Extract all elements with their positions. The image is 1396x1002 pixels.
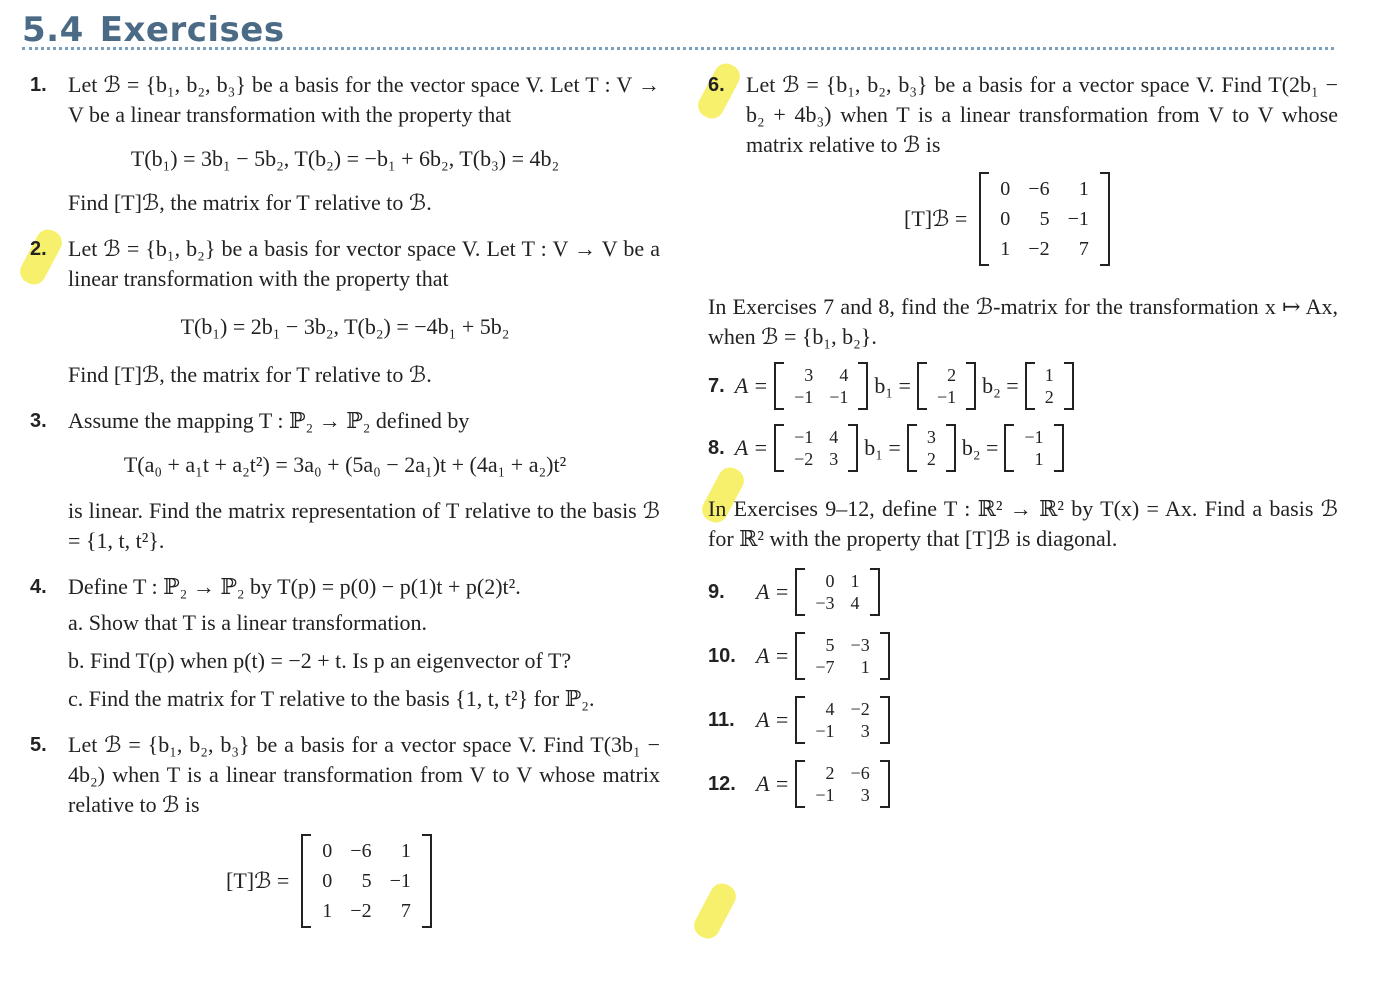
label-A: A = bbox=[734, 373, 769, 398]
matrix-row bbox=[786, 386, 856, 408]
matrix-cell: 0 bbox=[322, 870, 333, 892]
matrix-row bbox=[1037, 364, 1062, 386]
matrix-row bbox=[807, 592, 867, 614]
matrix-lhs: [T]ℬ = bbox=[226, 868, 290, 893]
matrix-cell: −3 bbox=[815, 593, 835, 613]
exercise-number: 9. bbox=[708, 581, 725, 603]
matrix-row bbox=[807, 656, 877, 678]
vector-b1 bbox=[917, 362, 976, 410]
matrix-cell: 0 bbox=[322, 840, 333, 862]
exercise-text: Define T : ℙ₂ → ℙ₂ by T(p) = p(0) − p(1)t + p(2)t². bbox=[68, 574, 521, 599]
matrix-cell: 5 bbox=[1039, 208, 1050, 230]
vector-b2 bbox=[1025, 362, 1074, 410]
matrix-lhs: [T]ℬ = bbox=[904, 206, 968, 231]
matrix-cell: −1 bbox=[815, 785, 835, 805]
exercise-equation: T(a₀ + a₁t + a₂t²) = 3a₀ + (5a₀ − 2a₁)t + (4a₁ + a₂)t² bbox=[123, 452, 567, 477]
label-A: A = bbox=[756, 579, 790, 604]
matrix-row bbox=[991, 204, 1098, 234]
matrix-cell: −6 bbox=[350, 840, 372, 862]
matrix-cell: 4 bbox=[829, 427, 839, 447]
matrix-row bbox=[807, 784, 877, 806]
exercise-5 bbox=[30, 730, 660, 928]
exercise-12 bbox=[708, 760, 1338, 808]
matrix-cell: 3 bbox=[804, 365, 814, 385]
exercise-find: Find [T]ℬ, the matrix for T relative to ℬ. bbox=[68, 190, 432, 215]
exercise-text: Let ℬ = {b₁, b₂, b₃} be a basis for a vector space V. Find T(2b₁ − b₂ + 4b₃) when T is a linear transformation from V to V whose matrix relative to ℬ is bbox=[746, 72, 1338, 157]
matrix-row bbox=[807, 570, 867, 592]
exercise-number: 3. bbox=[30, 410, 47, 432]
matrix-row bbox=[991, 234, 1098, 264]
exercise-7 bbox=[708, 362, 1338, 410]
matrix-cell: 3 bbox=[860, 721, 870, 741]
exercise-number: 7. bbox=[708, 375, 725, 397]
matrix-cell: 7 bbox=[400, 900, 411, 922]
vector-b1 bbox=[907, 424, 956, 472]
matrix-cell: 2 bbox=[947, 365, 957, 385]
exercise-text: Assume the mapping T : ℙ₂ → ℙ₂ defined by bbox=[68, 408, 470, 433]
matrix-cell: 0 bbox=[1000, 178, 1011, 200]
exercise-number: 1. bbox=[30, 74, 47, 96]
matrix-cell: −2 bbox=[850, 699, 870, 719]
matrix-cell: 5 bbox=[361, 870, 372, 892]
exercise-10 bbox=[708, 632, 1338, 680]
exercise-text-after: is linear. Find the matrix representation of T relative to the basis ℬ = {1, t, t²}. bbox=[68, 498, 660, 553]
instructions-9-12: In Exercises 9–12, define T : ℝ² → ℝ² by T(x) = Ax. Find a basis ℬ for ℝ² with the property that [T]ℬ is diagonal. bbox=[708, 496, 1338, 551]
exercise-number: 11. bbox=[708, 709, 735, 731]
section-number: 5.4 bbox=[22, 10, 84, 50]
matrix-cell: −7 bbox=[815, 657, 835, 677]
instructions-7-8: In Exercises 7 and 8, find the ℬ-matrix for the transformation x ↦ Ax, when ℬ = {b₁, b₂}. bbox=[708, 294, 1338, 349]
exercise-1 bbox=[30, 70, 660, 218]
matrix-A bbox=[795, 632, 889, 680]
matrix-cell: −1 bbox=[936, 387, 957, 407]
label-A: A = bbox=[734, 435, 769, 460]
matrix-cell: 1 bbox=[1034, 449, 1044, 469]
matrix-row bbox=[929, 364, 964, 386]
matrix-row bbox=[786, 364, 856, 386]
exercise-text: Let ℬ = {b₁, b₂, b₃} be a basis for a vector space V. Find T(3b₁ − 4b₂) when T is a linear transformation from V to V whose matrix relative to ℬ is bbox=[68, 732, 660, 817]
exercise-text: Let ℬ = {b₁, b₂} be a basis for vector space V. Let T : V → V be a linear transformation with the property that bbox=[68, 236, 660, 291]
matrix-row bbox=[807, 762, 877, 784]
matrix-cell: −2 bbox=[350, 900, 372, 922]
matrix-cell: −3 bbox=[850, 635, 870, 655]
vector-b2 bbox=[1004, 424, 1063, 472]
matrix-row bbox=[1016, 426, 1051, 448]
matrix-cell: −1 bbox=[389, 870, 411, 892]
matrix-A bbox=[774, 424, 858, 472]
matrix-row bbox=[991, 174, 1098, 204]
matrix-T bbox=[301, 834, 432, 928]
matrix-cell: 0 bbox=[1000, 208, 1011, 230]
label-A: A = bbox=[756, 643, 790, 668]
matrix-cell: 3 bbox=[926, 427, 936, 447]
matrix-cell: 4 bbox=[839, 365, 849, 385]
matrix-cell: 1 bbox=[322, 900, 333, 922]
matrix-cell: 1 bbox=[1044, 365, 1054, 385]
matrix-row bbox=[1016, 448, 1051, 470]
matrix-cell: 4 bbox=[825, 699, 835, 719]
label-b2: b₂ = bbox=[961, 435, 999, 460]
section-title bbox=[22, 10, 285, 50]
matrix-A bbox=[774, 362, 868, 410]
exercise-number: 10. bbox=[708, 645, 736, 667]
matrix-cell: 5 bbox=[825, 635, 835, 655]
exercise-11 bbox=[708, 696, 1338, 744]
matrix-row bbox=[807, 720, 877, 742]
matrix-cell: −1 bbox=[1067, 208, 1089, 230]
matrix-cell: 7 bbox=[1078, 238, 1089, 260]
matrix-cell: 2 bbox=[825, 763, 835, 783]
left-column bbox=[30, 70, 660, 928]
matrix-cell: −1 bbox=[829, 387, 849, 407]
matrix-cell: 3 bbox=[829, 449, 839, 469]
matrix-row bbox=[929, 386, 964, 408]
label-A: A = bbox=[756, 707, 790, 732]
matrix-equation bbox=[904, 172, 1338, 266]
matrix-row bbox=[807, 634, 877, 656]
label-A: A = bbox=[756, 771, 790, 796]
exercise-number: 8. bbox=[708, 437, 725, 459]
exercise-6 bbox=[708, 70, 1338, 266]
exercise-number: 6. bbox=[708, 74, 725, 96]
label-b1: b₁ = bbox=[874, 373, 911, 398]
exercise-part-c: c. Find the matrix for T relative to the basis {1, t, t²} for ℙ₂. bbox=[68, 686, 595, 711]
exercise-equation: T(b₁) = 2b₁ − 3b₂, T(b₂) = −4b₁ + 5b₂ bbox=[180, 314, 510, 339]
matrix-cell: 1 bbox=[1000, 238, 1011, 260]
matrix-cell: 4 bbox=[850, 593, 860, 613]
exercise-3 bbox=[30, 406, 660, 556]
right-column bbox=[708, 70, 1338, 808]
matrix-cell: 1 bbox=[850, 571, 860, 591]
matrix-cell: 2 bbox=[1044, 387, 1054, 407]
matrix-cell: 1 bbox=[1078, 178, 1089, 200]
exercise-8 bbox=[708, 424, 1338, 472]
matrix-equation bbox=[226, 834, 660, 928]
matrix-cell: −2 bbox=[794, 449, 814, 469]
matrix-row bbox=[1037, 386, 1062, 408]
matrix-A bbox=[795, 568, 879, 616]
matrix-cell: −1 bbox=[1024, 427, 1044, 447]
matrix-cell: −6 bbox=[850, 763, 870, 783]
exercise-equation: T(b₁) = 3b₁ − 5b₂, T(b₂) = −b₁ + 6b₂, T(b₃) = 4b₂ bbox=[130, 146, 560, 171]
section-heading: Exercises bbox=[99, 10, 285, 50]
exercise-number: 4. bbox=[30, 576, 47, 598]
matrix-row bbox=[313, 836, 420, 866]
matrix-cell: −1 bbox=[815, 721, 835, 741]
exercise-part-b: b. Find T(p) when p(t) = −2 + t. Is p an eigenvector of T? bbox=[68, 648, 572, 673]
matrix-row bbox=[807, 698, 877, 720]
title-divider bbox=[22, 47, 1334, 50]
matrix-cell: 2 bbox=[926, 449, 936, 469]
matrix-cell: −1 bbox=[794, 427, 814, 447]
exercise-text: Let ℬ = {b₁, b₂, b₃} be a basis for the vector space V. Let T : V → V be a linear transformation with the property that bbox=[68, 72, 660, 127]
matrix-cell: −1 bbox=[794, 387, 814, 407]
exercise-4 bbox=[30, 572, 660, 714]
exercise-number: 5. bbox=[30, 734, 47, 756]
matrix-cell: 0 bbox=[825, 571, 835, 591]
exercise-number: 2. bbox=[30, 238, 47, 260]
matrix-row bbox=[919, 448, 944, 470]
matrix-T bbox=[979, 172, 1110, 266]
exercise-2 bbox=[30, 234, 660, 390]
exercise-find: Find [T]ℬ, the matrix for T relative to ℬ. bbox=[68, 362, 432, 387]
matrix-cell: −6 bbox=[1028, 178, 1050, 200]
exercise-part-a: a. Show that T is a linear transformation. bbox=[68, 610, 428, 635]
matrix-row bbox=[786, 426, 846, 448]
highlight-mark-12 bbox=[690, 879, 740, 942]
matrix-cell: −2 bbox=[1028, 238, 1050, 260]
matrix-cell: 1 bbox=[860, 657, 870, 677]
matrix-row bbox=[786, 448, 846, 470]
exercise-9 bbox=[708, 568, 1338, 616]
matrix-row bbox=[919, 426, 944, 448]
matrix-row bbox=[313, 866, 420, 896]
matrix-cell: 1 bbox=[400, 840, 411, 862]
matrix-cell: 3 bbox=[860, 785, 870, 805]
label-b1: b₁ = bbox=[864, 435, 901, 460]
exercise-number: 12. bbox=[708, 773, 736, 795]
matrix-row bbox=[313, 896, 420, 926]
matrix-A bbox=[795, 696, 889, 744]
matrix-A bbox=[795, 760, 889, 808]
label-b2: b₂ = bbox=[982, 373, 1019, 398]
